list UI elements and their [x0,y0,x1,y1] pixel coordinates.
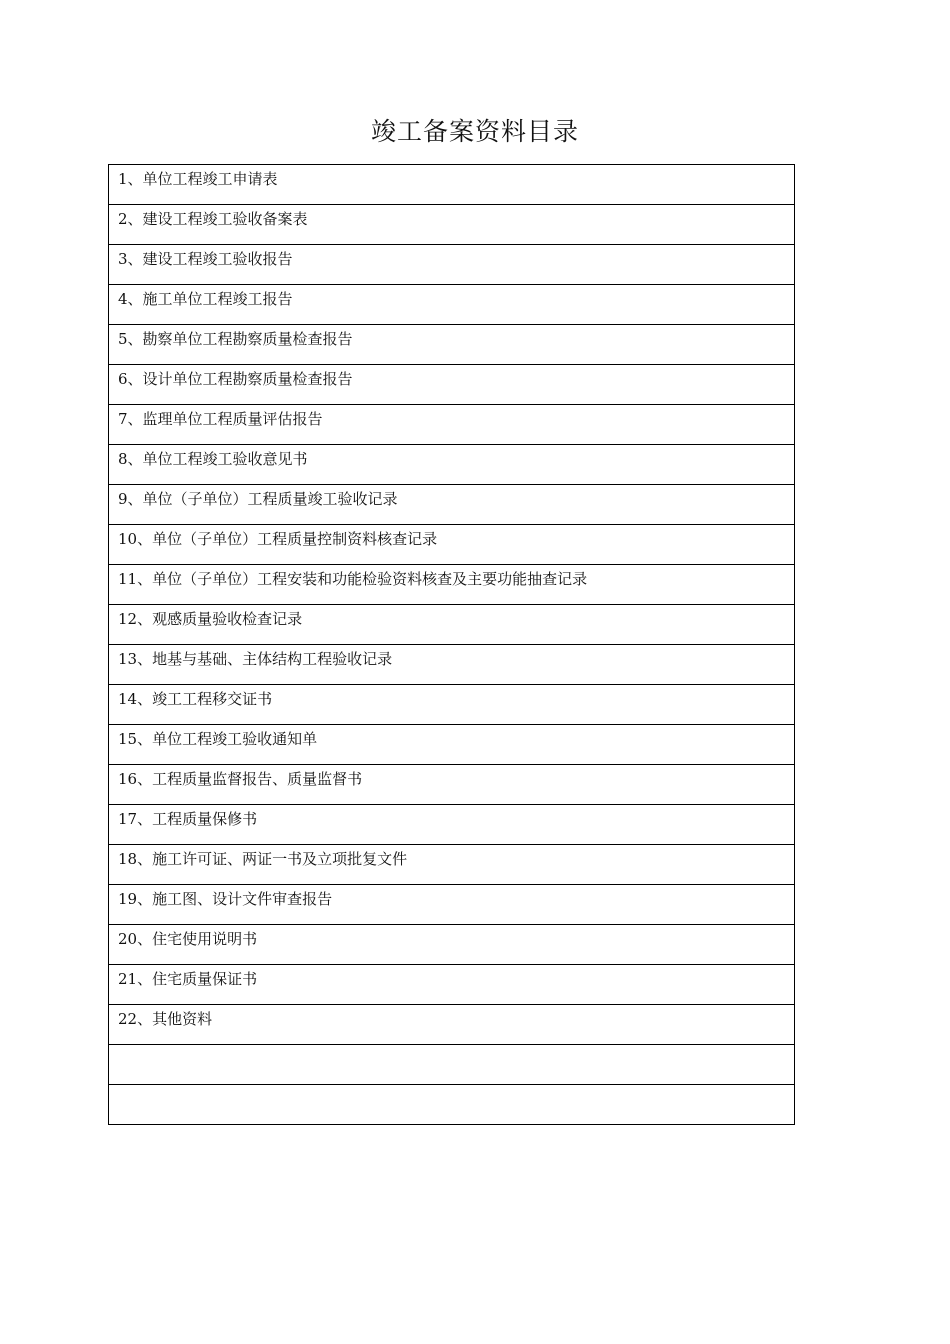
catalog-item: 2、建设工程竣工验收备案表 [109,205,795,245]
table-row [109,205,795,245]
table-row [109,925,795,965]
catalog-item: 22、其他资料 [109,1005,795,1045]
catalog-item: 4、施工单位工程竣工报告 [109,285,795,325]
table-row [109,445,795,485]
catalog-item: 18、施工许可证、两证一书及立项批复文件 [109,845,795,885]
table-row [109,525,795,565]
table-row [109,1045,795,1085]
empty-row [109,1085,795,1125]
table-row [109,845,795,885]
catalog-item: 19、施工图、设计文件审查报告 [109,885,795,925]
table-row [109,325,795,365]
table-row [109,245,795,285]
catalog-item: 6、设计单位工程勘察质量检查报告 [109,365,795,405]
table-row [109,1005,795,1045]
catalog-item: 11、单位（子单位）工程安装和功能检验资料核查及主要功能抽查记录 [109,565,795,605]
table-row [109,565,795,605]
empty-row [109,1045,795,1085]
catalog-item: 16、工程质量监督报告、质量监督书 [109,765,795,805]
table-row [109,365,795,405]
table-row [109,285,795,325]
document-title: 竣工备案资料目录 [370,117,579,146]
catalog-item: 20、住宅使用说明书 [109,925,795,965]
table-row [109,685,795,725]
catalog-item: 13、地基与基础、主体结构工程验收记录 [109,645,795,685]
catalog-item: 14、竣工工程移交证书 [109,685,795,725]
table-row [109,1085,795,1125]
catalog-item: 12、观感质量验收检查记录 [109,605,795,645]
catalog-item: 15、单位工程竣工验收通知单 [109,725,795,765]
catalog-table [108,164,795,1125]
table-row [109,485,795,525]
catalog-item: 10、单位（子单位）工程质量控制资料核查记录 [109,525,795,565]
table-row [109,765,795,805]
table-row [109,165,795,205]
catalog-item: 21、住宅质量保证书 [109,965,795,1005]
table-row [109,405,795,445]
table-row [109,885,795,925]
catalog-item: 9、单位（子单位）工程质量竣工验收记录 [109,485,795,525]
table-row [109,725,795,765]
table-row [109,605,795,645]
catalog-item: 17、工程质量保修书 [109,805,795,845]
catalog-item: 3、建设工程竣工验收报告 [109,245,795,285]
table-row [109,645,795,685]
table-row [109,965,795,1005]
catalog-item: 1、单位工程竣工申请表 [109,165,795,205]
catalog-item: 5、勘察单位工程勘察质量检查报告 [109,325,795,365]
catalog-item: 7、监理单位工程质量评估报告 [109,405,795,445]
catalog-item: 8、单位工程竣工验收意见书 [109,445,795,485]
table-row [109,805,795,845]
